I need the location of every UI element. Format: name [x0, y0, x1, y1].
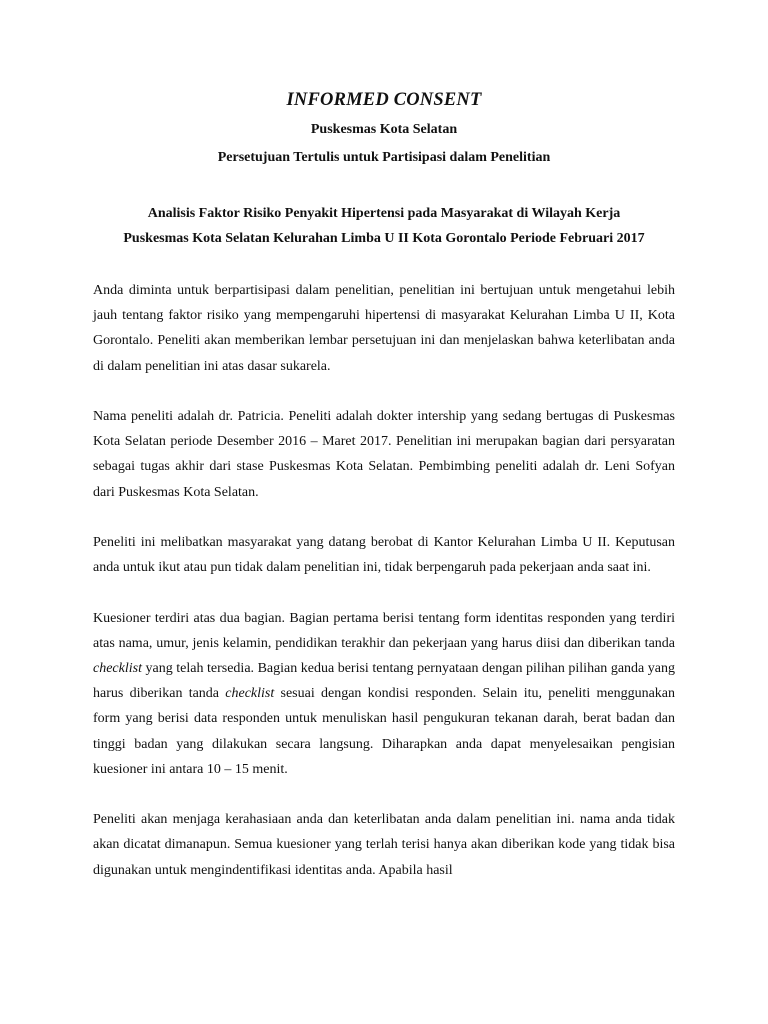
questionnaire-text-3: sesuai dengan kondisi responden. Selain itu, peneliti menggunakan form yang berisi data responden untuk menuliskan hasil pengukuran tekanan darah, berat badan dan tinggi badan yang dilakukan secara langsung. Diharapkan anda dapat menyelesaikan pengisian kuesioner ini antara 10 – 15 menit.: [93, 686, 675, 777]
study-title-line-1: Analisis Faktor Risiko Penyakit Hipertensi pada Masyarakat di Wilayah Kerja: [147, 206, 621, 221]
document-page: [93, 88, 675, 883]
questionnaire-text-2: yang telah tersedia. Bagian kedua berisi tentang pernyataan dengan pilihan pilihan ganda yang harus diberikan tanda: [93, 661, 675, 702]
paragraph-confidentiality: Peneliti akan menjaga kerahasiaan anda dan keterlibatan anda dalam penelitian ini. nama anda tidak akan dicatat dimanapun. Semua kuesioner yang terlah terisi hanya akan diberikan kode yang tidak bisa digunakan untuk mengindentifikasi identitas anda. Apabila hasil: [93, 812, 675, 878]
document-subtitle: Persetujuan Tertulis untuk Partisipasi dalam Penelitian: [217, 150, 551, 165]
study-title-line-2: Puskesmas Kota Selatan Kelurahan Limba U II Kota Gorontalo Periode Februari 2017: [123, 231, 645, 246]
checklist-term-1: checklist: [93, 661, 142, 676]
paragraph-participants: Peneliti ini melibatkan masyarakat yang datang berobat di Kantor Kelurahan Limba U II. Keputusan anda untuk ikut atau pun tidak dalam penelitian ini, tidak berpengaruh pada pekerjaan anda saat ini.: [93, 535, 675, 576]
study-title: [93, 201, 675, 251]
paragraph-researcher: Nama peneliti adalah dr. Patricia. Peneliti adalah dokter intership yang sedang bertugas di Puskesmas Kota Selatan periode Desember 2016 – Maret 2017. Penelitian ini merupakan bagian dari persyaratan sebagai tugas akhir dari stase Puskesmas Kota Selatan. Pembimbing peneliti adalah dr. Leni Sofyan dari Puskesmas Kota Selatan.: [93, 409, 675, 500]
organization-name: Puskesmas Kota Selatan: [310, 122, 458, 137]
questionnaire-text-1: Kuesioner terdiri atas dua bagian. Bagian pertama berisi tentang form identitas responden yang terdiri atas nama, umur, jenis kelamin, pendidikan terakhir dan pekerjaan yang harus diisi dan diberikan tanda: [93, 610, 675, 651]
checklist-term-2: checklist: [225, 686, 275, 702]
paragraph-questionnaire: [93, 606, 675, 782]
paragraph-purpose: Anda diminta untuk berpartisipasi dalam penelitian, penelitian ini bertujuan untuk mengetahui lebih jauh tentang faktor risiko yang mempengaruhi hipertensi di masyarakat Kelurahan Limba U II, Kota Gorontalo. Peneliti akan memberikan lembar persetujuan ini dan menjelaskan bahwa keterlibatan anda di dalam penelitian ini atas dasar sukarela.: [93, 283, 675, 374]
document-title: INFORMED CONSENT: [286, 90, 482, 110]
